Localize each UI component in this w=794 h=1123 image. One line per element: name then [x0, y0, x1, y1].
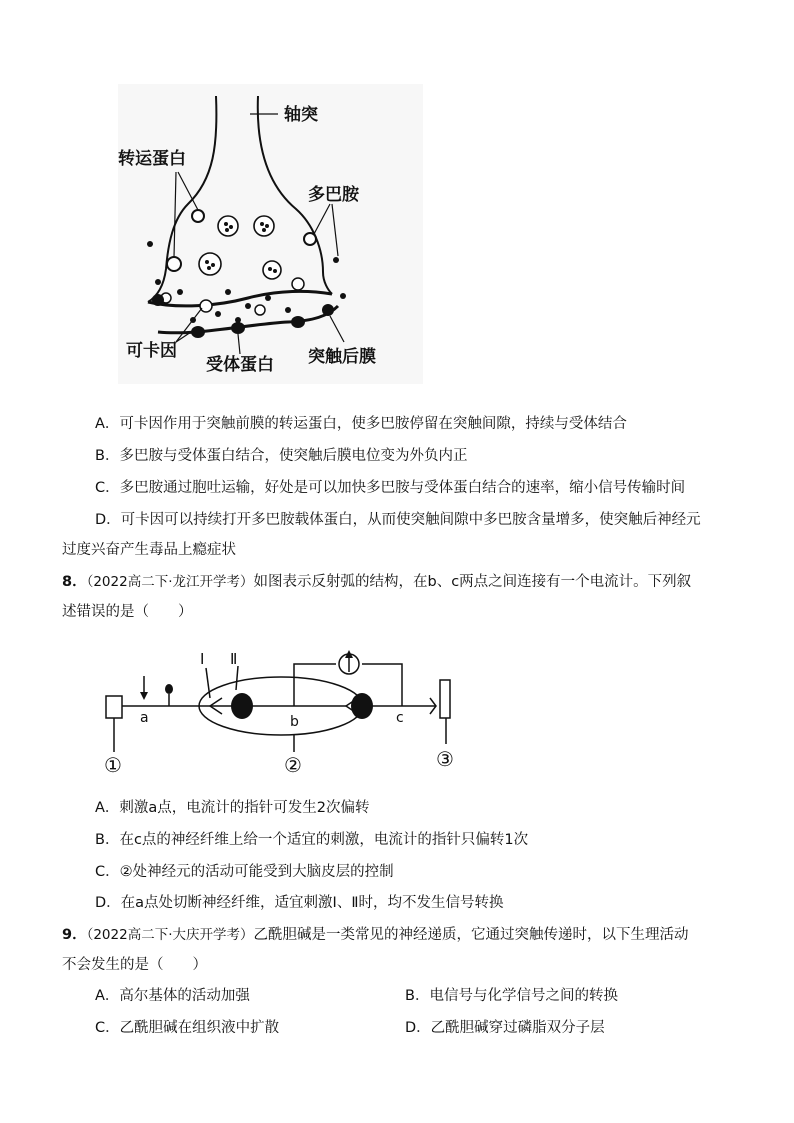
option-text: 高尔基体的活动加强 — [119, 988, 250, 1004]
q9-option-c — [95, 1018, 279, 1038]
label-roman-1: Ⅰ — [200, 650, 205, 668]
q7-option-d — [95, 510, 701, 530]
synapse-figure — [118, 84, 423, 384]
q7-option-d-continued: 过度兴奋产生毒品上瘾症状 — [62, 542, 236, 558]
option-text: 多巴胺通过胞吐运输，好处是可以加快多巴胺与受体蛋白结合的速率，缩小信号传输时间 — [119, 480, 686, 496]
label-dopamine: 多巴胺 — [308, 185, 359, 205]
option-letter: C． — [95, 864, 120, 880]
q8-option-c — [95, 862, 394, 882]
label-num-3: ③ — [436, 747, 454, 771]
q9-option-a — [95, 986, 250, 1006]
q9-stem-line2: 不会发生的是（ ） — [62, 957, 207, 973]
option-text: 可卡因作用于突触前膜的转运蛋白，使多巴胺停留在突触间隙，持续与受体结合 — [119, 416, 627, 432]
option-letter: B． — [95, 448, 120, 464]
q8-stem-line1 — [62, 572, 691, 592]
option-text: 多巴胺与受体蛋白结合，使突触后膜电位变为外负内正 — [119, 448, 468, 464]
option-text: 刺激a点，电流计的指针可发生2次偏转 — [119, 800, 370, 816]
option-text: 乙酰胆碱在组织液中扩散 — [119, 1020, 280, 1036]
q8-stem-line2: 述错误的是（ ） — [62, 604, 193, 620]
q7-option-a — [95, 414, 627, 434]
label-num-1: ① — [104, 753, 122, 777]
q8-option-b — [95, 830, 528, 850]
label-receptor: 受体蛋白 — [206, 355, 274, 375]
label-point-a: a — [140, 710, 149, 726]
question-number: 8． — [62, 574, 87, 590]
question-source: （2022高二下·大庆开学考） — [86, 927, 254, 943]
option-text: 电信号与化学信号之间的转换 — [429, 988, 618, 1004]
question-stem: 如图表示反射弧的结构，在b、c两点之间连接有一个电流计。下列叙 — [253, 574, 692, 590]
q7-option-c — [95, 478, 685, 498]
neuron-body — [231, 693, 253, 719]
reflex-arc-figure — [96, 642, 466, 778]
label-transporter: 转运蛋白 — [118, 149, 186, 169]
option-text: 在c点的神经纤维上给一个适宜的刺激，电流计的指针只偏转1次 — [119, 832, 529, 848]
label-point-b: b — [290, 714, 299, 730]
q9-option-b — [405, 986, 618, 1006]
option-letter: A． — [95, 988, 120, 1004]
option-text: 在a点处切断神经纤维，适宜刺激Ⅰ、Ⅱ时，均不发生信号转换 — [120, 895, 504, 911]
option-text: 可卡因可以持续打开多巴胺载体蛋白，从而使突触间隙中多巴胺含量增多，使突触后神经元 — [120, 512, 701, 528]
option-letter: B． — [405, 988, 430, 1004]
option-text: 乙酰胆碱穿过磷脂双分子层 — [430, 1020, 605, 1036]
option-text: ②处神经元的活动可能受到大脑皮层的控制 — [119, 864, 394, 880]
question-source: （2022高二下·龙江开学考） — [86, 574, 254, 590]
option-letter: A． — [95, 800, 120, 816]
label-postsynaptic: 突触后膜 — [308, 347, 376, 367]
option-letter: D． — [95, 895, 121, 911]
question-stem: 乙酰胆碱是一类常见的神经递质，它通过突触传递时，以下生理活动 — [253, 927, 689, 943]
label-cocaine: 可卡因 — [126, 341, 177, 361]
q8-option-d — [95, 893, 503, 913]
option-letter: B． — [95, 832, 120, 848]
neuron-body — [351, 693, 373, 719]
label-point-c: c — [396, 710, 404, 726]
option-letter: C． — [95, 1020, 120, 1036]
label-roman-2: Ⅱ — [230, 650, 238, 668]
q8-option-a — [95, 798, 370, 818]
label-num-2: ② — [284, 753, 302, 777]
q9-stem-line1 — [62, 925, 689, 945]
option-letter: C． — [95, 480, 120, 496]
option-letter: D． — [405, 1020, 431, 1036]
q7-option-b — [95, 446, 467, 466]
label-axon: 轴突 — [284, 105, 318, 125]
option-letter: D． — [95, 512, 121, 528]
question-number: 9． — [62, 927, 87, 943]
option-letter: A． — [95, 416, 120, 432]
q9-option-d — [405, 1018, 605, 1038]
